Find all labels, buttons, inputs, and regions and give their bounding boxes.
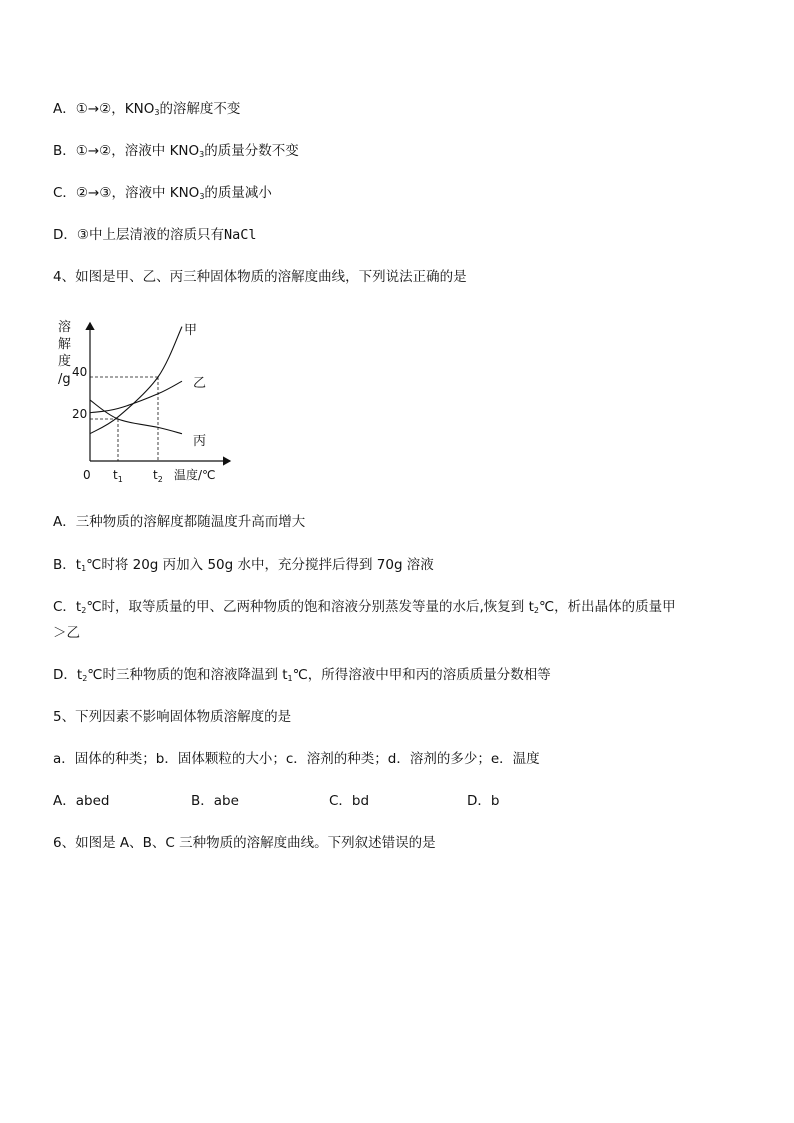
curve-bing [90,400,182,434]
y-tick-20: 20 [72,407,88,421]
series-label-yi: 乙 [193,376,207,391]
curves-group [90,323,206,461]
q5-option-c[interactable]: C．bd [329,793,370,809]
q4-stem: 4、如图是甲、乙、丙三种固体物质的溶解度曲线，下列说法正确的是 [53,269,467,285]
q5-stem: 5、下列因素不影响固体物质溶解度的是 [53,709,292,725]
q5-option-b[interactable]: B．abe [191,793,239,809]
x-tick-t1: $t_1$ [113,468,123,484]
q3-option-d[interactable]: D．③中上层清液的溶质只有NaCl [53,227,257,243]
q3-option-c[interactable]: C．②→③，溶液中 $KNO_3$的质量减小 [53,185,272,201]
q4-option-c[interactable]: C．$t_2℃$时，取等质量的甲、乙两种物质的饱和溶液分别蒸发等量的水后,恢复到 $t_2℃$，析出晶体的质量甲 [53,599,676,615]
q5-options [53,792,743,810]
q5-items: a．固体的种类；b．固体颗粒的大小；c．溶剂的种类；d．溶剂的多少；e．温度 [53,751,540,767]
q6-stem: 6、如图是 A、B、C 三种物质的溶解度曲线。下列叙述错误的是 [53,835,436,851]
q4-option-a[interactable]: A．三种物质的溶解度都随温度升高而增大 [53,514,306,530]
q3-option-a[interactable]: A．①→②，$KNO_3$的溶解度不变 [53,101,241,117]
curve-jia [90,327,182,434]
q4-option-d[interactable]: D．$t_2℃$时三种物质的饱和溶液降温到 $t_1℃$，所得溶液中甲和丙的溶质质量分数相等 [53,667,551,683]
solubility-chart [50,315,250,490]
y-label-4: /g [58,372,71,387]
q4-option-c-continued: ＞乙 [53,625,80,641]
y-label-1: 溶 [58,320,72,335]
curve-yi [90,381,182,413]
q5-option-a[interactable]: A．abed [53,793,110,809]
y-label-2: 解 [58,337,72,352]
x-axis-label: 温度/℃ [174,468,216,482]
origin-label: 0 [83,468,91,482]
y-tick-40: 40 [72,365,88,379]
series-label-jia: 甲 [184,323,198,338]
q3-option-b[interactable]: B．①→②，溶液中 $KNO_3$的质量分数不变 [53,143,299,159]
x-tick-t2: $t_2$ [153,468,163,484]
q4-option-b[interactable]: B．$t_1℃$时将 20g 丙加入 50g 水中，充分搅拌后得到 70g 溶液 [53,557,434,573]
q5-option-d[interactable]: D．b [467,793,500,809]
series-label-bing: 丙 [193,434,207,449]
y-label-3: 度 [58,354,72,369]
